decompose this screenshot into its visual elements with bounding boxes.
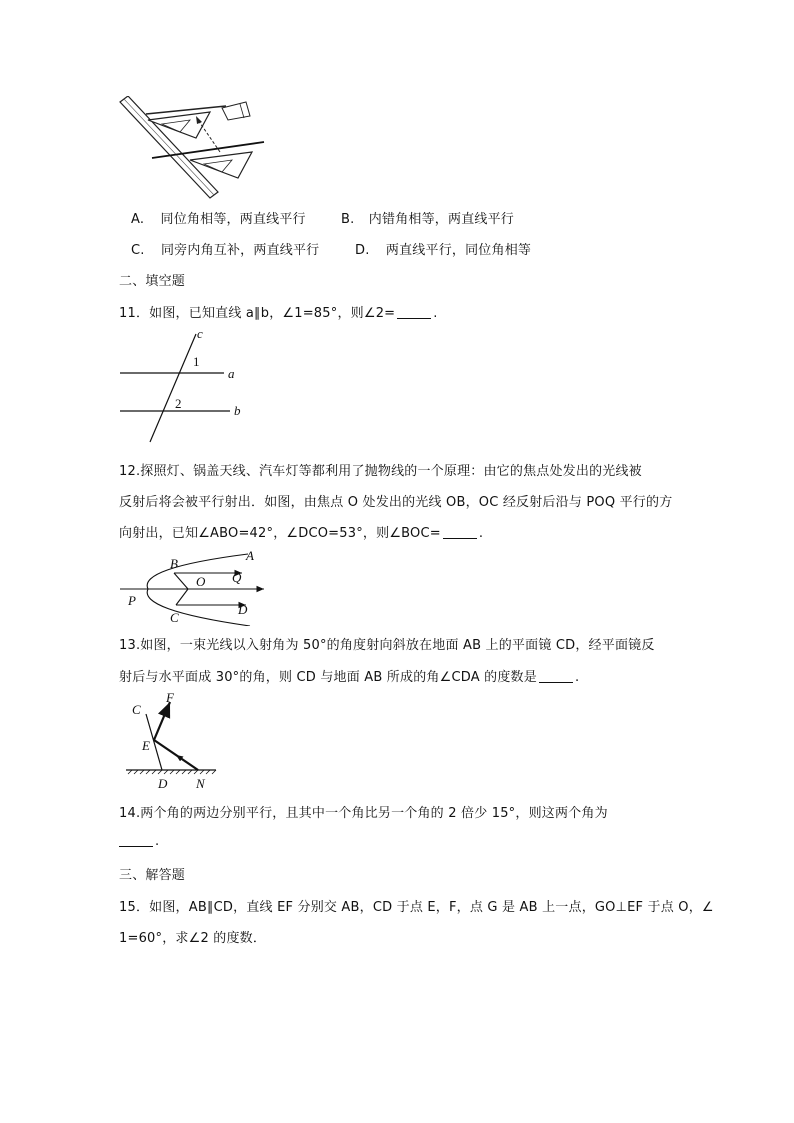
label-B: B (170, 556, 178, 571)
question-12-line-1: 12.探照灯、锅盖天线、汽车灯等都利用了抛物线的一个原理：由它的焦点处发出的光线被 (119, 464, 642, 479)
label-a: a (228, 366, 235, 381)
option-b (341, 208, 514, 227)
label-angle-2: 2 (175, 396, 182, 411)
question-14-line-1: 14.两个角的两边分别平行，且其中一个角比另一个角的 2 倍少 15°，则这两个角为 (119, 806, 608, 821)
label-N: N (196, 776, 205, 791)
question-11-text: 11．如图，已知直线 a∥b，∠1=85°，则∠2= (119, 306, 396, 321)
question-12-text: 向射出，已知∠ABO=42°，∠DCO=53°，则∠BOC= (119, 526, 441, 541)
question-13-period: . (574, 670, 580, 685)
answer-blank-11[interactable] (397, 306, 431, 319)
question-13-line-2 (119, 666, 579, 685)
pencil-shape (222, 102, 250, 120)
answer-blank-13[interactable] (539, 670, 573, 683)
option-c-text: 同旁内角互补，两直线平行 (160, 243, 320, 258)
label-C: C (170, 610, 179, 625)
mirror-reflection-figure (124, 690, 224, 794)
section-fill-in-title: 二、填空题 (119, 274, 186, 289)
option-a-text: 同位角相等，两直线平行 (160, 212, 306, 227)
parabola-figure (118, 548, 268, 626)
option-a (131, 208, 306, 227)
question-14-period: . (155, 834, 160, 849)
answer-blank-12[interactable] (443, 526, 477, 539)
label-O: O (196, 574, 206, 589)
label-D: D (238, 602, 248, 617)
question-13-text: 射后与水平面成 30°的角，则 CD 与地面 AB 所成的角∠CDA 的度数是 (119, 670, 537, 685)
label-b: b (234, 403, 241, 418)
option-a-letter: A. (131, 212, 145, 227)
option-d (355, 239, 531, 258)
option-c (131, 239, 319, 258)
question-12-period: . (478, 526, 484, 541)
question-15-line-2: 1=60°，求∠2 的度数． (119, 931, 267, 946)
label-F: F (166, 690, 174, 705)
question-14-line-2 (119, 834, 159, 849)
answer-blank-14[interactable] (119, 834, 153, 847)
question-15-line-1: 15．如图，AB∥CD，直线 EF 分别交 AB，CD 于点 E，F，点 G 是 AB 上一点，GO⊥EF 于点 O，∠ (119, 900, 714, 915)
label-E: E (142, 738, 150, 753)
label-angle-1: 1 (193, 354, 200, 369)
label-Q: Q (232, 570, 242, 585)
option-d-letter: D. (355, 243, 370, 258)
label-C: C (132, 702, 141, 717)
line-c (150, 334, 196, 442)
option-d-text: 两直线平行，同位角相等 (385, 243, 532, 258)
option-b-letter: B. (341, 212, 355, 227)
label-P: P (128, 593, 136, 608)
label-A: A (246, 548, 254, 563)
question-13-line-1: 13.如图，一束光线以入射角为 50°的角度射向斜放在地面 AB 上的平面镜 CD，经平面镜反 (119, 638, 655, 653)
question-12-line-2: 反射后将会被平行射出．如图，由焦点 O 处发出的光线 OB，OC 经反射后沿与 POQ 平行的方 (119, 495, 673, 510)
label-D: D (158, 776, 168, 791)
option-b-text: 内错角相等，两直线平行 (368, 212, 514, 227)
option-c-letter: C. (131, 243, 145, 258)
label-c: c (197, 326, 203, 341)
section-solve-title: 三、解答题 (119, 868, 186, 883)
question-12-line-3 (119, 522, 483, 541)
question-11 (119, 302, 438, 321)
parabola-curve (147, 554, 250, 626)
question-11-period: . (433, 306, 438, 321)
parallel-lines-figure (118, 326, 258, 444)
ruler-set-square-figure (118, 96, 268, 200)
